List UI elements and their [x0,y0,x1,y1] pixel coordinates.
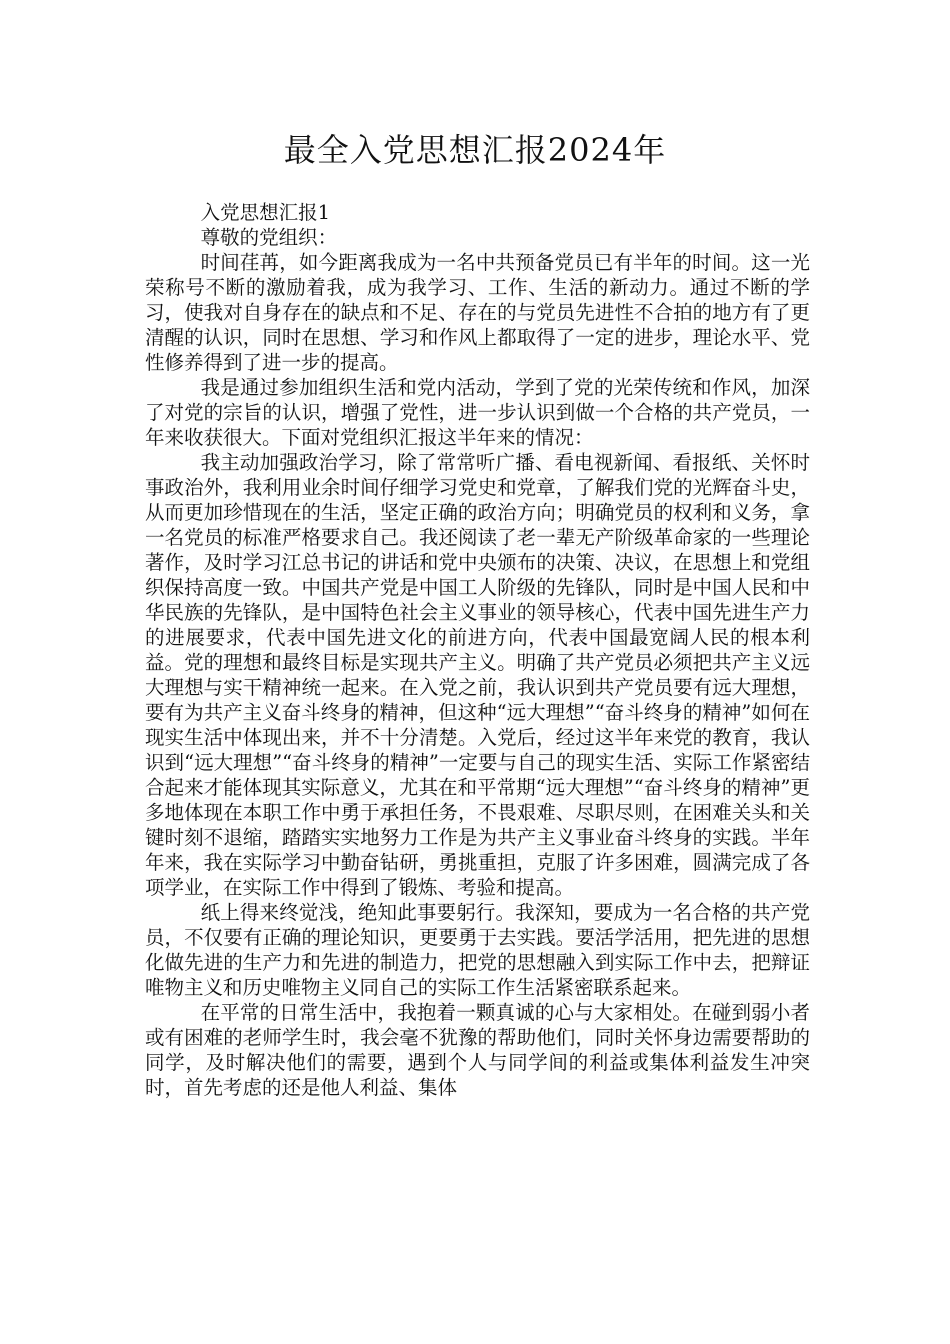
document-body [145,200,810,1100]
body-paragraph: 我是通过参加组织生活和党内活动，学到了党的光荣传统和作风，加深了对党的宗旨的认识，增强了党性，进一步认识到做一个合格的共产党员，一年来收获很大。下面对党组织汇报这半年来的情况： [145,376,810,449]
body-paragraph: 纸上得来终觉浅，绝知此事要躬行。我深知，要成为一名合格的共产党员，不仅要有正确的理论知识，更要勇于去实践。要活学活用，把先进的思想化做先进的生产力和先进的制造力，把党的思想融入到实际工作中去，把辩证唯物主义和历史唯物主义同自己的实际工作生活紧密联系起来。 [145,901,810,999]
salutation: 尊敬的党组织： [200,226,338,249]
body-paragraph: 时间荏苒，如今距离我成为一名中共预备党员已有半年的时间。这一光荣称号不断的激励着我，成为我学习、工作、生活的新动力。通过不断的学习，使我对自身存在的缺点和不足、存在的与党员先进性不合拍的地方有了更清醒的认识，同时在思想、学习和作风上都取得了一定的进步，理论水平、党性修养得到了进一步的提高。 [145,251,810,374]
body-paragraph: 我主动加强政治学习，除了常常听广播、看电视新闻、看报纸、关怀时事政治外，我利用业余时间仔细学习党史和党章，了解我们党的光辉奋斗史，从而更加珍惜现在的生活，坚定正确的政治方向；明确党员的权利和义务，拿一名党员的标准严格要求自己。我还阅读了老一辈无产阶级革命家的一些理论著作，及时学习江总书记的讲话和党中央颁布的决策、决议，在思想上和党组织保持高度一致。中国共产党是中国工人阶级的先锋队，同时是中国人民和中华民族的先锋队，是中国特色社会主义事业的领导核心，代表中国先进生产力的进展要求，代表中国先进文化的前进方向，代表中国最宽阔人民的根本利益。党的理想和最终目标是实现共产主义。明确了共产党员必须把共产主义远大理想与实干精神统一起来。在入党之前，我认识到共产党员要有远大理想，要有为共产主义奋斗终身的精神，但这种“远大理想”“奋斗终身的精神”如何在现实生活中体现出来，并不十分清楚。入党后，经过这半年来党的教育，我认识到“远大理想”“奋斗终身的精神”一定要与自己的现实生活、实际工作紧密结合起来才能体现其实际意义，尤其在和平常期“远大理想”“奋斗终身的精神”更多地体现在本职工作中勇于承担任务，不畏艰难、尽职尽则，在困难关头和关键时刻不退缩，踏踏实实地努力工作是为共产主义事业奋斗终身的实践。半年年来，我在实际学习中勤奋钻研，勇挑重担，克服了许多困难，圆满完成了各项学业，在实际工作中得到了锻炼、考验和提高。 [145,451,810,899]
section-heading: 入党思想汇报1 [200,201,330,224]
body-paragraph: 在平常的日常生活中，我抱着一颗真诚的心与大家相处。在碰到弱小者或有困难的老师学生时，我会毫不犹豫的帮助他们，同时关怀身边需要帮助的同学，及时解决他们的需要，遇到个人与同学间的利益或集体利益发生冲突时，首先考虑的还是他人利益、集体 [145,1001,810,1099]
document-title: 最全入党思想汇报2024年 [283,131,667,169]
